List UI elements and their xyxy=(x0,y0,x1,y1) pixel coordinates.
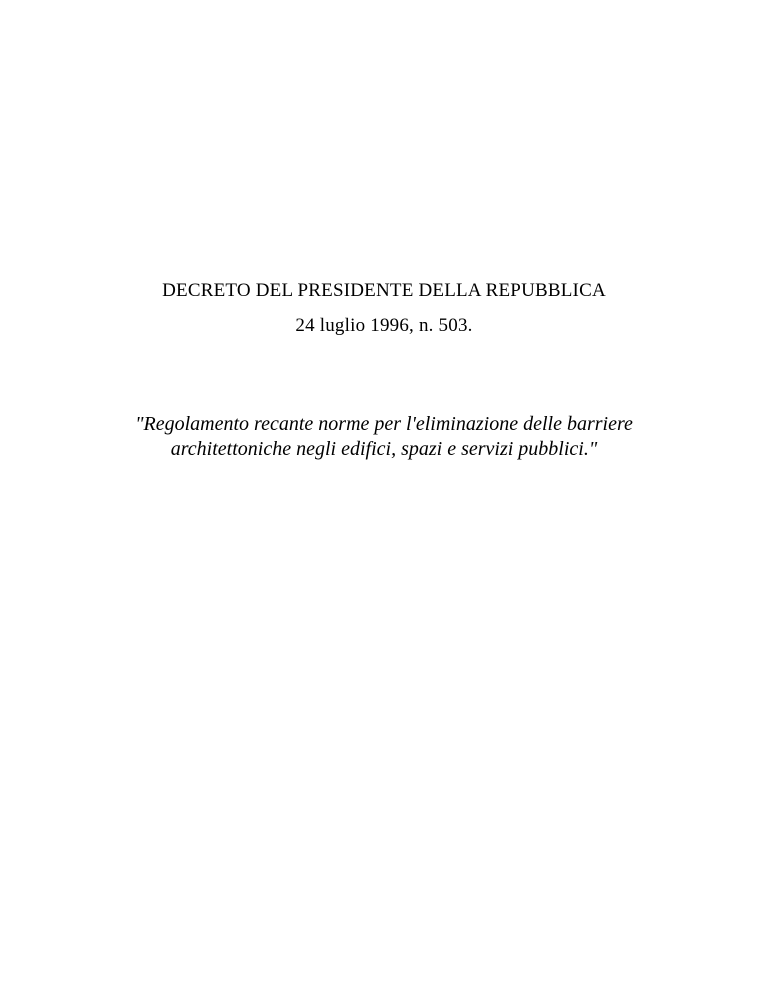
regulation-title xyxy=(0,412,768,462)
decree-heading: DECRETO DEL PRESIDENTE DELLA REPUBBLICA xyxy=(162,280,606,301)
regulation-title-line-1: "Regolamento recante norme per l'eliminazione delle barriere xyxy=(135,413,633,435)
regulation-title-line-2: architettoniche negli edifici, spazi e servizi pubblici." xyxy=(170,438,598,460)
decree-date-number: 24 luglio 1996, n. 503. xyxy=(295,315,473,336)
